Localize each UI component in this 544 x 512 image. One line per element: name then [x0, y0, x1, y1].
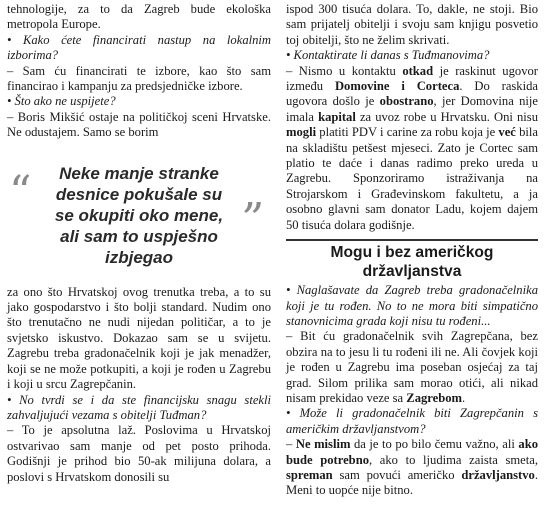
- section-subheading: Mogu i bez američkog državljanstva: [286, 239, 538, 281]
- right-column: [286, 2, 538, 499]
- answer-paragraph: – Sam ću financirati te izbore, kao što sam financirao i kampanju za predsjedničke izbore.: [7, 63, 271, 94]
- left-column: [7, 2, 271, 485]
- close-quote-mark: „: [242, 166, 265, 218]
- question-paragraph: • Naglašavate da Zagreb treba gradonačelnika koji je tu rođen. No to ne mora biti simpatično stanovnicima grada koji nisu tu rođeni...: [286, 283, 538, 328]
- answer-paragraph: – To je apsolutna laž. Poslovima u Hrvatskoj ostvarivao sam manje od pet posto prihoda. Godišnji je prihod bio 50-ak milijuna dolara, a poslovi s Hrvatskom donosili su: [7, 423, 271, 484]
- question-paragraph: • No tvrdi se i da ste financijsku snagu stekli zahvaljujući vezama s obitelji Tuđman?: [7, 392, 271, 422]
- answer-paragraph: – Nismo u kontaktu otkad je raskinut ugovor između Domovine i Corteca. Do raskida ugovora došlo je obostrano, jer Domovina nije imala kapital za uvoz robe u Hrvatsku. Oni nisu mogli platiti PDV i carine za robu koja je već bila na skladištu petšest mjeseci. Zato je Cortec sam platio te daće i danas radimo preko ureda u Zagrebu. Sponzoriramo istraživanja na Strojarskom i Građevinskom fakultetu, a ja osobno glavni sam donator Ladu, kojem dajem 50 tisuća dolara godišnje.: [286, 63, 538, 232]
- answer-paragraph: – Bit ću gradonačelnik svih Zagrepčana, bez obzira na to jesu li tu rođeni ili ne. Ali čovjek koji je rođen u Zagrebu ima poseban osjećaj za taj grad. Silom prilika sam morao otići, ali nikad nisam prekidao veze sa Zagrebom.: [286, 329, 538, 405]
- answer-paragraph: ispod 300 tisuća dolara. To, dakle, ne stoji. Bio sam prijatelj obitelji i svoju sam knjigu posvetio toj obitelji, što ne želim skrivati.: [286, 2, 538, 47]
- open-quote-mark: “: [9, 166, 32, 218]
- question-paragraph: • Kontaktirate li danas s Tuđmanovima?: [286, 48, 490, 63]
- left-top-text: [7, 2, 271, 141]
- answer-paragraph: tehnologije, za to da Zagreb bude ekološka metropola Europe.: [7, 2, 271, 32]
- answer-paragraph: – Ne mislim da je to po bilo čemu važno, ali ako bude potrebno, ako to ljudima zaista smeta, spreman sam povući američko državljanstvo. Meni to uopće nije bitno.: [286, 437, 538, 498]
- answer-paragraph: za ono što Hrvatskoj ovog trenutka treba, a to su jako gospodarstvo i što bolji standard. Nudim ono što trenutačno ne nudi nijedan političar, a to je svjetsko iskustvo. Dokazao sam se u svijetu. Zagrebu treba gradonačelnik koji je jak menadžer, koji se ne može potkupiti, a koji je rođen u Zagrebu i koji u srcu Zagrepčanin.: [7, 284, 271, 392]
- question-paragraph: • Što ako ne uspijete?: [7, 94, 116, 109]
- question-paragraph: • Može li gradonačelnik biti Zagrepčanin s američkim državljanstvom?: [286, 406, 538, 436]
- pull-quote-text: Neke manje stranke desnice pokušale su se okupiti oko mene, ali sam to uspješno izbjegao: [54, 163, 224, 267]
- left-bottom-text: [7, 285, 271, 485]
- answer-paragraph: – Boris Mikšić ostaje na političkoj sceni Hrvatske. Ne odustajem. Samo se borim: [7, 109, 271, 140]
- pull-quote: [7, 163, 271, 267]
- question-paragraph: • Kako ćete financirati nastup na lokalnim izborima?: [7, 32, 271, 63]
